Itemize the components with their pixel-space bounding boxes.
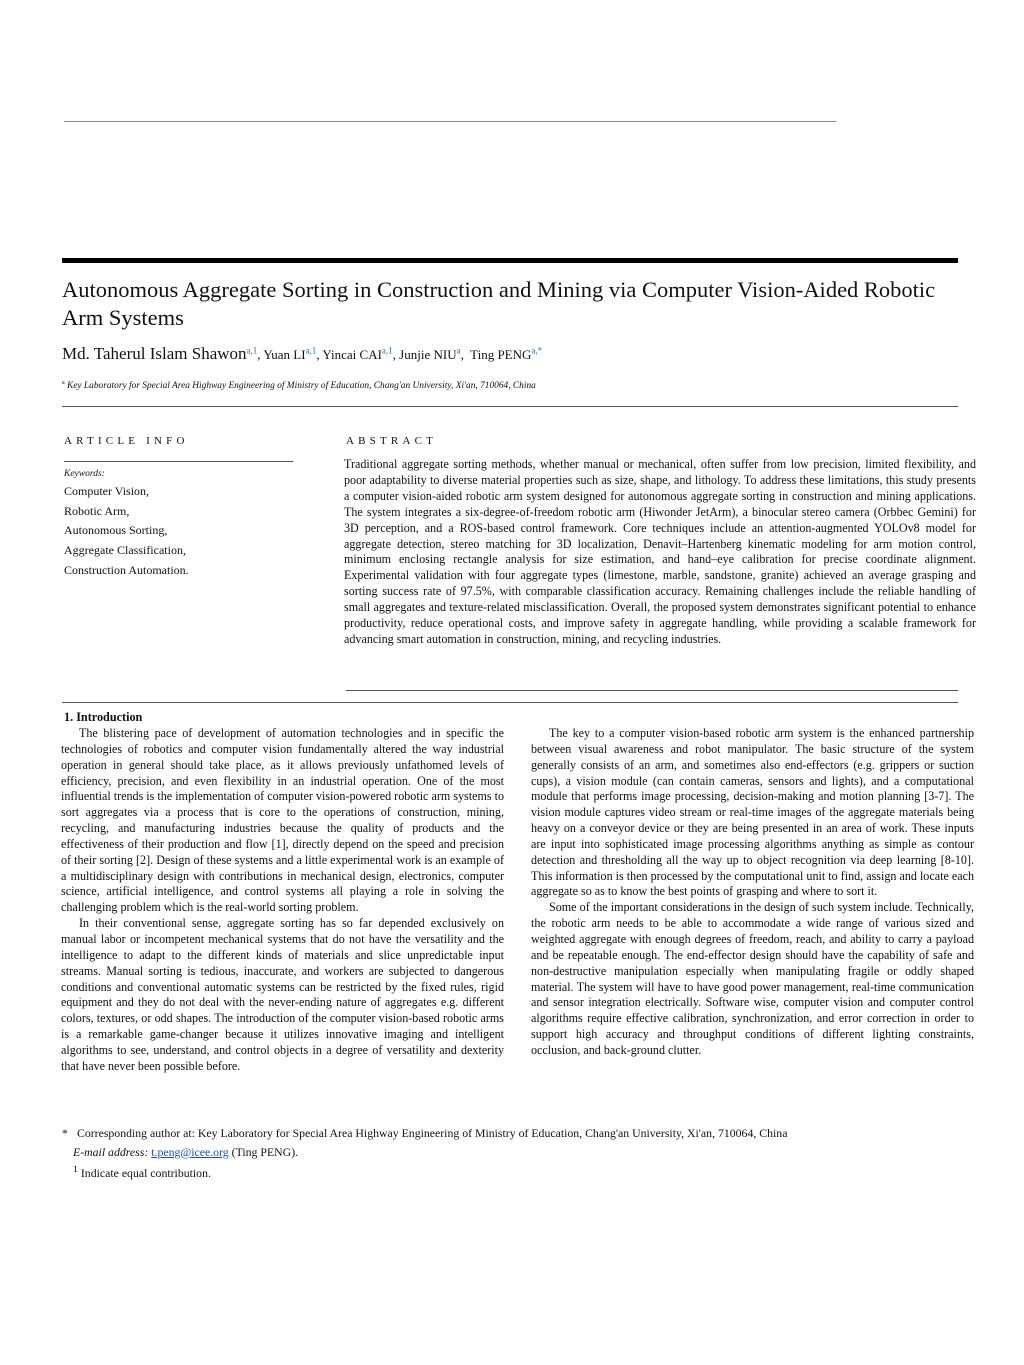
footnote-text: Indicate equal contribution. [80, 1165, 211, 1180]
affiliation-text: Key Laboratory for Special Area Highway Engineering of Ministry of Education, Chang'an University, Xi'an, 710064, China [67, 381, 536, 392]
header-rule [64, 121, 836, 122]
author-affil-mark: a,1 [305, 345, 317, 356]
email-link[interactable]: t.peng@icee.org [151, 1144, 229, 1159]
author-affil-mark: a,1 [246, 345, 258, 356]
paper-title: Autonomous Aggregate Sorting in Construction and Mining via Computer Vision-Aided Robotic Arm Systems [62, 277, 936, 330]
author-affil-mark: a,1 [381, 345, 393, 356]
paragraph: The key to a computer vision-based robotic arm system is the enhanced partnership between visual awareness and robot manipulator. The basic structure of the system generally consists of an arm, and sometimes also end-effectors (e.g. grippers or suction cups), a vision module (can contain cameras, sensors and lights), and a computational module that performs image processing, decision-making and motion planning [3-7]. The vision module captures video stream or real-time images of the aggregate materials being heavy on a conveyor device or they are being presented in an area of work. These inputs are input into sophisticated image processing algorithms anything as simple as contour detection and thresholding all the way up to object recognition via deep learning [8-10]. This information is then processed by the computational unit to find, assign and locate each aggregate so as to know the best points of grasping and where to sort it. [531, 726, 974, 899]
author-name: Md. Taherul Islam Shawon [62, 344, 247, 363]
author-name: Yincai CAI [322, 347, 382, 362]
footnotes [62, 1124, 962, 1182]
footnote-equal-contribution [62, 1161, 962, 1182]
affiliation-rule [62, 406, 958, 407]
footnote-mark: * [62, 1126, 68, 1140]
author-name: Ting PENG [470, 347, 532, 362]
footnote-text: Corresponding author at: Key Laboratory for Special Area Highway Engineering of Ministry of Education, Chang'an University, Xi'an, 710064, China [76, 1126, 788, 1140]
footnote-mark: 1 [73, 1164, 78, 1175]
email-owner: (Ting PENG). [231, 1144, 299, 1159]
author-affil-mark: a [456, 345, 461, 356]
affiliation-mark: a [62, 380, 65, 386]
author-name: Yuan LI [263, 347, 306, 362]
article-info-rule [64, 461, 293, 462]
footnote-email [62, 1143, 962, 1162]
introduction-heading: 1. Introduction [64, 710, 143, 724]
title-rule [62, 258, 958, 263]
author-list: Md. Taherul Islam Shawon$^{a,1}$, Yuan LI$^{a,1}$, Yincai CAI$^{a,1}$, Junjie NIU$^a$, Ting $PENG^{a,*}$ [62, 344, 543, 363]
paragraph: In their conventional sense, aggregate sorting has so far depended exclusively on manual labor or incompetent mechanical systems that do not have the versatility and the intelligence to adapt to the different kinds of materials and slice unpredictable input streams. Manual sorting is tedious, inaccurate, and workers are subjected to dangerous conditions and conventional automatic systems can be restricted by the fixed rules, rigid equipment and they do not deal with the never-ending nature of aggregates e.g. different colors, textures, or odd shapes. The introduction of the computer vision-based robotic arms is a remarkable game-changer because it utilizes innovative imaging and intelligent algorithms to see, understand, and control objects in a degree of versatility and dexterity that have never been possible before. [61, 916, 504, 1073]
affiliation [62, 380, 942, 391]
author-affil-mark: a,* [531, 345, 543, 356]
email-label: E-mail address: [73, 1144, 149, 1159]
body-rule [62, 702, 958, 703]
keyword: Robotic Arm, [64, 503, 130, 518]
keyword: Construction Automation. [64, 562, 189, 577]
keywords-label: Keywords: [64, 469, 105, 479]
keyword-list [64, 482, 189, 581]
keyword: Autonomous Sorting, [64, 523, 168, 538]
keyword: Aggregate Classification, [64, 543, 186, 558]
keyword: Computer Vision, [64, 484, 150, 498]
body-column-right [531, 726, 974, 1059]
footnote-corresponding [62, 1124, 962, 1143]
paragraph: The blistering pace of development of automation technologies and in specific the technologies of robotics and computer vision fundamentally altered the way industrial operation in general should take place, as it allows previously unfathomed levels of efficiency, precision, and even flexibility in an industrial operation. One of the most influential trends is the implementation of computer vision-powered robotic arm systems to sort aggregates via a process that is core to the operations of construction, mining, recycling, and manufacturing industries because the quality of products and the effectiveness of their production and flow [1], directly depend on the speed and precision of their sorting [2]. Design of these systems and a little experimental work is an example of a multidisciplinary design with contributions in mechanical design, electronics, computer science, artificial intelligence, and control systems all playing a role in solving the challenging problem which is the real-world sorting problem. [61, 726, 505, 915]
body-column-left [61, 726, 504, 1075]
abstract-heading: ABSTRACT [346, 435, 438, 447]
paragraph: Some of the important considerations in the design of such system include. Technically, the robotic arm needs to be able to accommodate a wide range of various sized and weighted aggregate with enough degrees of freedom, reach, and ability to carry a payload and be repeatable enough. The end-effector design should have the capability of safe and non-destructive manipulation especially when manipulating fragile or oddly shaped material. The system will have to have good power management, real-time communication and sensor integration electrically. Software wise, computer vision and computer control algorithms require effective calibration, synchronization, and error correction in order to support high accuracy and throughput conditions of different lighting constraints, occlusion, and back-ground clutter. [531, 900, 974, 1057]
abstract-rule [346, 690, 958, 691]
author-name: Junjie NIU [399, 347, 457, 362]
article-info-heading: ARTICLE INFO [64, 435, 189, 447]
abstract-text: Traditional aggregate sorting methods, whether manual or mechanical, often suffer from low precision, limited flexibility, and poor adaptability to diverse material properties such as size, shape, and lithology. To address these limitations, this study presents a computer vision-aided robotic arm system designed for autonomous aggregate sorting in construction and mining applications. The system integrates a six-degree-of-freedom robotic arm (Hiwonder JetArm), a binocular stereo camera (Orbbec Gemini) for 3D perception, and a ROS-based control framework. Core techniques include an attention-augmented YOLOv8 model for aggregate detection, stereo matching for 3D localization, Denavit–Hartenberg kinematic modeling for arm motion control, minimum enclosing rectangle analysis for size estimation, and hand–eye calibration for precise coordinate alignment. Experimental validation with four aggregate types (limestone, marble, sandstone, granite) achieved an average grasping and sorting success rate of 97.5%, with comparable classification accuracy. Remaining challenges include the reliable handling of small aggregates and texture-related misclassification. Overall, the proposed system demonstrates significant potential to enhance productivity, reduce operational costs, and improve safety in aggregate handling, while providing a scalable framework for advancing smart automation in construction, mining, and recycling industries. [344, 457, 976, 646]
